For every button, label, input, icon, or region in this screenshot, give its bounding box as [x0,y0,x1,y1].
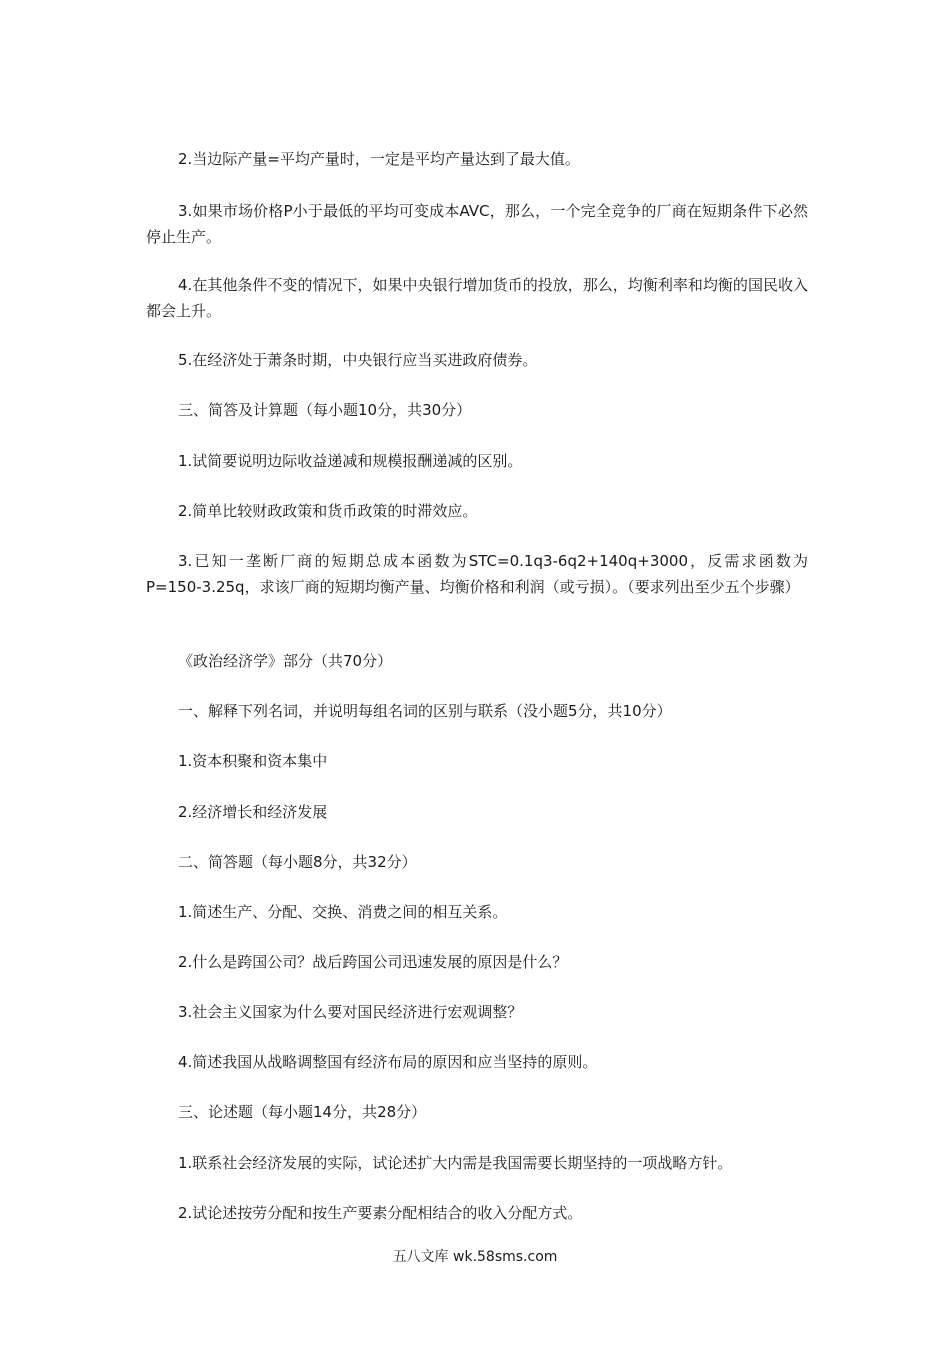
paragraph: 3.已知一垄断厂商的短期总成本函数为STC=0.1q3-6q2+140q+3000，反需求函数为P=150-3.25q，求该厂商的短期均衡产量、均衡价格和利润（或亏损）。（要求列出至少五个步骤） [146,552,808,596]
paragraph: 1.简述生产、分配、交换、消费之间的相互关系。 [178,903,508,921]
paragraph: 1.联系社会经济发展的实际，试论述扩大内需是我国需要长期坚持的一项战略方针。 [178,1154,733,1172]
paragraph: 1.资本积聚和资本集中 [178,752,328,770]
section-heading: 三、简答及计算题（每小题10分，共30分） [178,401,472,419]
section-heading: 三、论述题（每小题14分，共28分） [178,1103,427,1121]
section-heading: 二、简答题（每小题8分，共32分） [178,853,417,871]
section-heading: 一、解释下列名词，并说明每组名词的区别与联系（没小题5分，共10分） [178,702,672,720]
paragraph: 2.当边际产量=平均产量时，一定是平均产量达到了最大值。 [178,150,580,168]
paragraph: 2.简单比较财政政策和货币政策的时滞效应。 [178,502,478,520]
paragraph: 2.什么是跨国公司？战后跨国公司迅速发展的原因是什么？ [178,953,568,971]
paragraph: 4.简述我国从战略调整国有经济布局的原因和应当坚持的原则。 [178,1053,598,1071]
paragraph: 2.经济增长和经济发展 [178,803,328,821]
paragraph: 5.在经济处于萧条时期，中央银行应当买进政府债券。 [178,351,538,369]
paragraph: 3.如果市场价格P小于最低的平均可变成本AVC，那么，一个完全竞争的厂商在短期条件下必然停止生产。 [146,202,808,246]
page-footer: 五八文库 wk.58sms.com [392,1249,558,1265]
part-heading: 《政治经济学》部分（共70分） [178,652,393,670]
paragraph: 2.试论述按劳分配和按生产要素分配相结合的收入分配方式。 [178,1204,583,1222]
paragraph: 4.在其他条件不变的情况下，如果中央银行增加货币的投放，那么，均衡利率和均衡的国民收入都会上升。 [146,276,808,320]
paragraph: 3.社会主义国家为什么要对国民经济进行宏观调整？ [178,1003,523,1021]
paragraph: 1.试简要说明边际收益递减和规模报酬递减的区别。 [178,452,523,470]
